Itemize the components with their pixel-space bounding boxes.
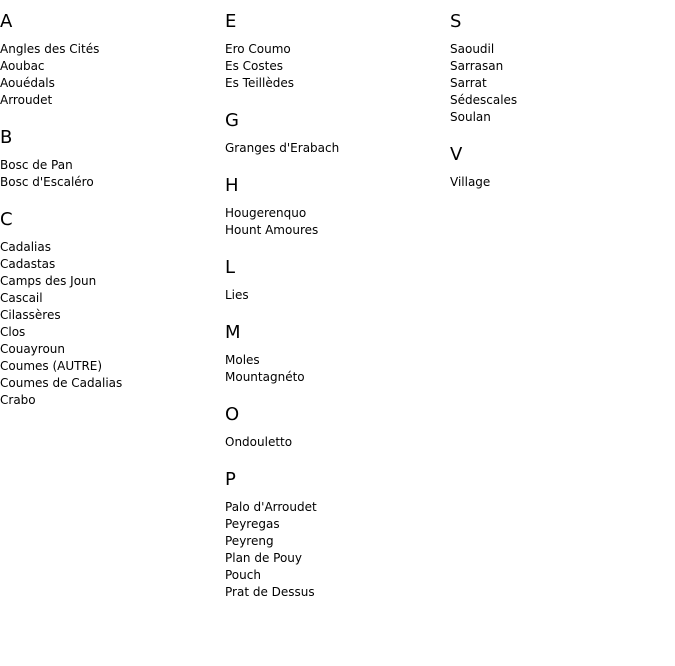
letter-group: [450, 10, 665, 126]
place-link[interactable]: Es Teillèdes: [225, 76, 294, 90]
letter-group: [0, 208, 215, 409]
letter-heading: A: [0, 11, 13, 32]
place-link[interactable]: Plan de Pouy: [225, 551, 303, 565]
place-link[interactable]: Ondouletto: [225, 435, 293, 449]
place-link[interactable]: Sédescales: [450, 93, 518, 107]
place-link[interactable]: Arroudet: [0, 93, 53, 107]
place-link[interactable]: Angles des Cités: [0, 42, 100, 56]
index-column: [0, 10, 215, 426]
place-link[interactable]: Saoudil: [450, 42, 495, 56]
place-link[interactable]: Cadastas: [0, 257, 56, 271]
place-link[interactable]: Coumes (AUTRE): [0, 359, 103, 373]
place-link[interactable]: Hougerenquo: [225, 206, 307, 220]
letter-group: [225, 321, 440, 386]
place-link[interactable]: Es Costes: [225, 59, 283, 73]
letter-group: [225, 10, 440, 92]
place-link[interactable]: Lies: [225, 288, 249, 302]
letter-heading: O: [225, 404, 240, 425]
place-link[interactable]: Peyreng: [225, 534, 274, 548]
place-link[interactable]: Cascail: [0, 291, 43, 305]
letter-heading: G: [225, 110, 239, 131]
letter-group: [450, 143, 665, 191]
place-link[interactable]: Hount Amoures: [225, 223, 319, 237]
place-link[interactable]: Granges d'Erabach: [225, 141, 340, 155]
letter-heading: S: [450, 11, 462, 32]
letter-group: [0, 126, 215, 191]
place-link[interactable]: Palo d'Arroudet: [225, 500, 317, 514]
letter-heading: C: [0, 209, 13, 230]
place-link[interactable]: Clos: [0, 325, 26, 339]
entry-list: [0, 157, 215, 191]
letter-heading: H: [225, 175, 239, 196]
entry-list: [225, 352, 440, 386]
letter-group: [225, 256, 440, 304]
place-link[interactable]: Peyregas: [225, 517, 280, 531]
place-link[interactable]: Moles: [225, 353, 260, 367]
entry-list: [0, 239, 215, 409]
entry-list: [225, 499, 440, 601]
place-link[interactable]: Cilassères: [0, 308, 61, 322]
place-link[interactable]: Crabo: [0, 393, 36, 407]
place-link[interactable]: Ero Coumo: [225, 42, 291, 56]
entry-list: [450, 174, 665, 191]
letter-heading: L: [225, 257, 236, 278]
letter-group: [0, 10, 215, 109]
letter-group: [225, 109, 440, 157]
place-link[interactable]: Aoubac: [0, 59, 45, 73]
place-link[interactable]: Cadalias: [0, 240, 51, 254]
place-link[interactable]: Mountagnéto: [225, 370, 305, 384]
letter-group: [225, 174, 440, 239]
entry-list: [225, 287, 440, 304]
place-link[interactable]: Couayroun: [0, 342, 66, 356]
place-link[interactable]: Coumes de Cadalias: [0, 376, 123, 390]
place-link[interactable]: Soulan: [450, 110, 491, 124]
entry-list: [450, 41, 665, 126]
entry-list: [225, 205, 440, 239]
entry-list: [225, 41, 440, 92]
letter-group: [225, 403, 440, 451]
place-link[interactable]: Sarrat: [450, 76, 487, 90]
letter-heading: M: [225, 322, 241, 343]
letter-heading: B: [0, 127, 13, 148]
place-link[interactable]: Pouch: [225, 568, 261, 582]
place-link[interactable]: Village: [450, 175, 491, 189]
letter-heading: E: [225, 11, 237, 32]
place-link[interactable]: Aouédals: [0, 76, 55, 90]
entry-list: [0, 41, 215, 109]
place-link[interactable]: Prat de Dessus: [225, 585, 315, 599]
index-column: [225, 10, 440, 618]
place-link[interactable]: Bosc de Pan: [0, 158, 73, 172]
place-link[interactable]: Sarrasan: [450, 59, 504, 73]
entry-list: [225, 434, 440, 451]
letter-heading: P: [225, 469, 236, 490]
index-column: [450, 10, 665, 208]
letter-heading: V: [450, 144, 463, 165]
place-link[interactable]: Camps des Joun: [0, 274, 97, 288]
place-link[interactable]: Bosc d'Escaléro: [0, 175, 94, 189]
letter-group: [225, 468, 440, 601]
entry-list: [225, 140, 440, 157]
